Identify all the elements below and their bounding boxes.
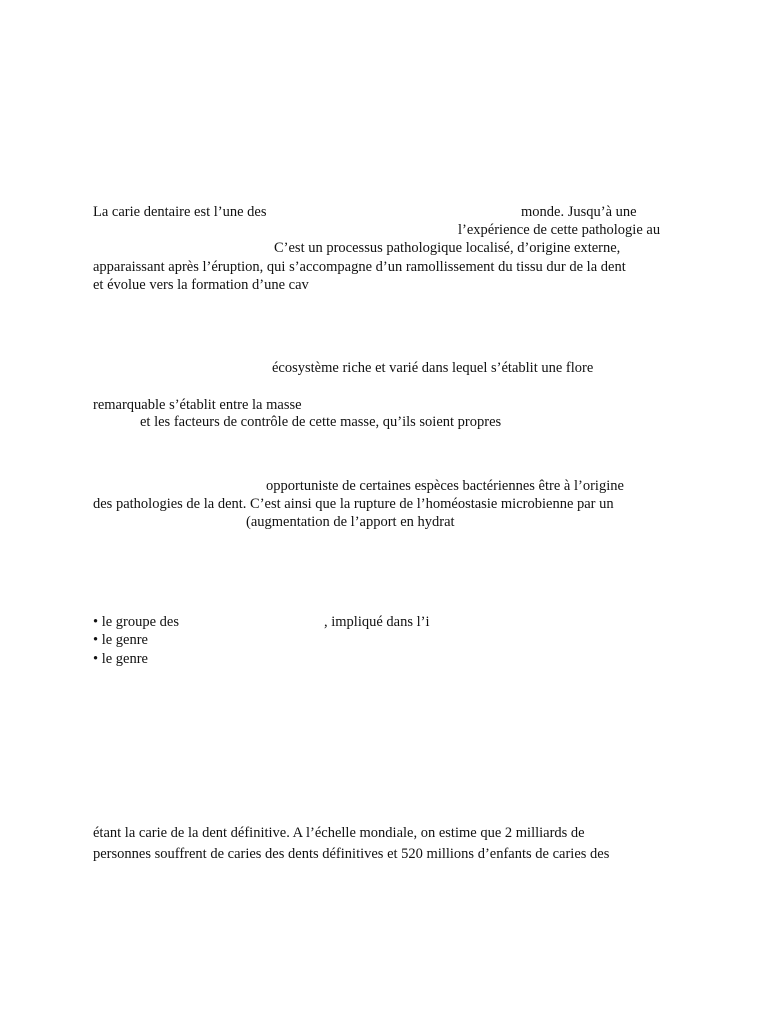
para2-line3: et les facteurs de contrôle de cette masse, qu’ils soient propres [140,414,502,430]
para1-line5: et évolue vers la formation d’une cav [93,277,309,293]
para1-line4: apparaissant après l’éruption, qui s’accompagne d’un ramollissement du tissu dur de la dent [93,259,626,275]
para4-line2: personnes souffrent de caries des dents définitives et 520 millions d’enfants de caries des [93,846,610,862]
para1-line2: l’expérience de cette pathologie au [458,222,661,238]
para1-line3: C’est un processus pathologique localisé, d’origine externe, [274,240,621,256]
para2-line2: remarquable s’établit entre la masse [93,397,302,413]
list-item-1-end: , impliqué dans l’i [324,614,430,630]
para3-line3: (augmentation de l’apport en hydrat [246,514,455,530]
list-item-2: • le genre [93,632,148,648]
para3-line1: opportuniste de certaines espèces bactériennes être à l’origine [266,478,624,494]
para2-line1: écosystème riche et varié dans lequel s’établit une flore [272,360,594,376]
para3-line2: des pathologies de la dent. C’est ainsi que la rupture de l’homéostasie microbienne par un [93,496,614,512]
list-item-1-start: • le groupe des [93,614,180,630]
list-item-3: • le genre [93,651,148,667]
para1-line1-end: monde. Jusqu’à une [521,204,637,220]
para4-line1: étant la carie de la dent définitive. A l’échelle mondiale, on estime que 2 milliards de [93,825,585,841]
para1-line1-start: La carie dentaire est l’une des [93,204,267,220]
